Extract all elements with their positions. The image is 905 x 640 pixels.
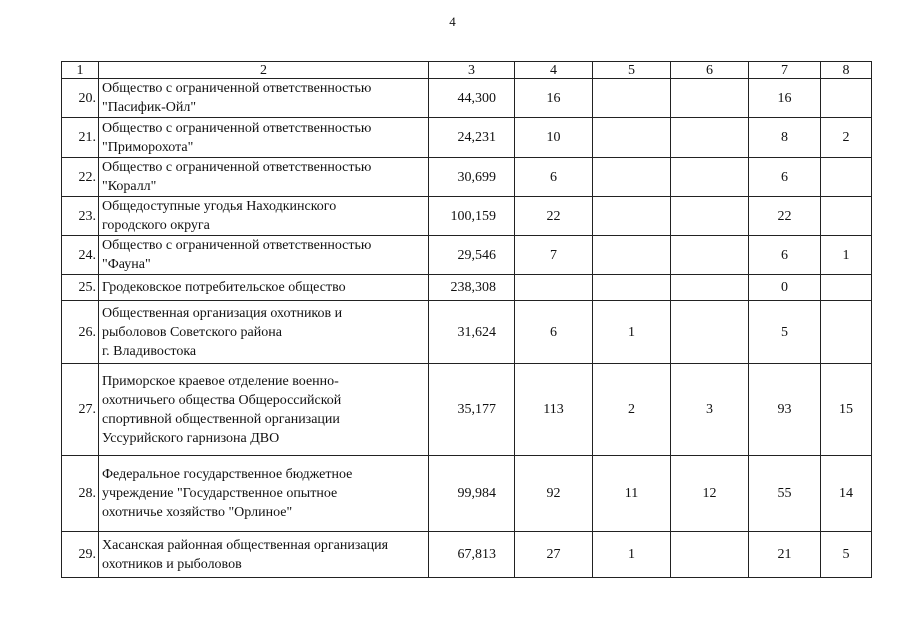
table-row — [62, 158, 872, 197]
value-cell-c8: 1 — [821, 236, 872, 275]
organization-name-line: спортивной общественной организации — [102, 411, 340, 427]
organization-name-line: рыболовов Советского района — [102, 324, 282, 340]
table-row — [62, 118, 872, 158]
area-cell: 29,546 — [429, 236, 515, 275]
organization-name-line: г. Владивостока — [102, 343, 197, 359]
value-cell-c4: 27 — [515, 532, 593, 578]
value-cell-c5: 1 — [593, 301, 671, 364]
header-cell: 7 — [749, 62, 821, 79]
row-number-cell: 21. — [62, 118, 99, 158]
table-row — [62, 456, 872, 532]
value-cell-c6 — [671, 532, 749, 578]
organization-name-line: Уссурийского гарнизона ДВО — [102, 430, 280, 446]
value-cell-c6 — [671, 197, 749, 236]
value-cell-c4: 6 — [515, 301, 593, 364]
table-row — [62, 532, 872, 578]
value-cell-c6: 3 — [671, 364, 749, 456]
table-row — [62, 364, 872, 456]
header-row — [62, 62, 872, 79]
organization-name-line: учреждение "Государственное опытное — [102, 486, 338, 501]
data-table — [61, 61, 872, 578]
organization-name-cell — [99, 236, 429, 275]
header-cell: 8 — [821, 62, 872, 79]
row-number-cell: 27. — [62, 364, 99, 456]
organization-name-cell — [99, 197, 429, 236]
value-cell-c4: 113 — [515, 364, 593, 456]
value-cell-c6: 12 — [671, 456, 749, 532]
value-cell-c7: 6 — [749, 158, 821, 197]
value-cell-c8: 14 — [821, 456, 872, 532]
value-cell-c5: 2 — [593, 364, 671, 456]
value-cell-c6 — [671, 275, 749, 301]
organization-name-line: Общество с ограниченной ответственностью — [102, 81, 372, 96]
row-number-cell: 29. — [62, 532, 99, 578]
area-cell: 24,231 — [429, 118, 515, 158]
value-cell-c8 — [821, 79, 872, 118]
organization-name-line: Приморское краевое отделение военно- — [102, 373, 339, 389]
organization-name-line: охотничье хозяйство "Орлиное" — [102, 505, 293, 520]
organization-name-line: городского округа — [102, 218, 210, 233]
value-cell-c8 — [821, 158, 872, 197]
value-cell-c8 — [821, 275, 872, 301]
table-row — [62, 197, 872, 236]
organization-name-cell — [99, 158, 429, 197]
value-cell-c6 — [671, 158, 749, 197]
area-cell: 35,177 — [429, 364, 515, 456]
table-row — [62, 301, 872, 364]
value-cell-c4: 16 — [515, 79, 593, 118]
header-cell: 1 — [62, 62, 99, 79]
area-cell: 238,308 — [429, 275, 515, 301]
organization-name-cell — [99, 301, 429, 364]
table-row — [62, 236, 872, 275]
organization-name-line: охотников и рыболовов — [102, 556, 242, 572]
organization-name-line: охотничьего общества Общероссийской — [102, 392, 342, 408]
value-cell-c7: 22 — [749, 197, 821, 236]
area-cell: 44,300 — [429, 79, 515, 118]
value-cell-c8: 5 — [821, 532, 872, 578]
header-cell: 5 — [593, 62, 671, 79]
value-cell-c7: 8 — [749, 118, 821, 158]
row-number-cell: 22. — [62, 158, 99, 197]
value-cell-c5 — [593, 236, 671, 275]
value-cell-c6 — [671, 236, 749, 275]
organization-name-cell — [99, 456, 429, 532]
value-cell-c8: 2 — [821, 118, 872, 158]
value-cell-c6 — [671, 118, 749, 158]
organization-name-line: Общество с ограниченной ответственностью — [102, 160, 372, 175]
organization-name-line: Общедоступные угодья Находкинского — [102, 199, 337, 214]
value-cell-c6 — [671, 301, 749, 364]
organization-name-line: "Пасифик-Ойл" — [102, 100, 197, 115]
value-cell-c8 — [821, 301, 872, 364]
value-cell-c7: 0 — [749, 275, 821, 301]
header-cell: 4 — [515, 62, 593, 79]
value-cell-c7: 5 — [749, 301, 821, 364]
row-number-cell: 28. — [62, 456, 99, 532]
value-cell-c7: 21 — [749, 532, 821, 578]
value-cell-c5: 1 — [593, 532, 671, 578]
value-cell-c5 — [593, 158, 671, 197]
row-number-cell: 26. — [62, 301, 99, 364]
organization-name-cell — [99, 275, 429, 301]
organization-name-line: Общественная организация охотников и — [102, 305, 343, 321]
organization-name-line: Общество с ограниченной ответственностью — [102, 120, 372, 136]
row-number-cell: 20. — [62, 79, 99, 118]
organization-name-line: Федеральное государственное бюджетное — [102, 467, 353, 482]
organization-name-cell — [99, 532, 429, 578]
organization-name-line: Общество с ограниченной ответственностью — [102, 238, 372, 253]
value-cell-c5 — [593, 275, 671, 301]
value-cell-c7: 16 — [749, 79, 821, 118]
row-number-cell: 23. — [62, 197, 99, 236]
page-number: 4 — [449, 14, 456, 29]
value-cell-c7: 93 — [749, 364, 821, 456]
area-cell: 99,984 — [429, 456, 515, 532]
area-cell: 100,159 — [429, 197, 515, 236]
table-row — [62, 275, 872, 301]
organization-name-line: "Фауна" — [102, 257, 151, 272]
value-cell-c7: 6 — [749, 236, 821, 275]
value-cell-c4: 92 — [515, 456, 593, 532]
organization-name-line: Хасанская районная общественная организация — [102, 537, 389, 553]
header-cell: 3 — [429, 62, 515, 79]
organization-name-cell — [99, 79, 429, 118]
table-row — [62, 79, 872, 118]
value-cell-c7: 55 — [749, 456, 821, 532]
organization-name-cell — [99, 364, 429, 456]
row-number-cell: 25. — [62, 275, 99, 301]
area-cell: 31,624 — [429, 301, 515, 364]
value-cell-c4: 7 — [515, 236, 593, 275]
value-cell-c5 — [593, 79, 671, 118]
area-cell: 67,813 — [429, 532, 515, 578]
value-cell-c5: 11 — [593, 456, 671, 532]
organization-name-line: Гродековское потребительское общество — [102, 280, 346, 295]
value-cell-c8: 15 — [821, 364, 872, 456]
value-cell-c5 — [593, 118, 671, 158]
value-cell-c6 — [671, 79, 749, 118]
value-cell-c8 — [821, 197, 872, 236]
row-number-cell: 24. — [62, 236, 99, 275]
value-cell-c4: 6 — [515, 158, 593, 197]
area-cell: 30,699 — [429, 158, 515, 197]
organization-name-cell — [99, 118, 429, 158]
header-cell: 2 — [99, 62, 429, 79]
value-cell-c4: 10 — [515, 118, 593, 158]
table-body — [62, 62, 872, 578]
value-cell-c4 — [515, 275, 593, 301]
organization-name-line: "Приморохота" — [102, 139, 194, 155]
value-cell-c5 — [593, 197, 671, 236]
value-cell-c4: 22 — [515, 197, 593, 236]
header-cell: 6 — [671, 62, 749, 79]
organization-name-line: "Коралл" — [102, 179, 157, 194]
